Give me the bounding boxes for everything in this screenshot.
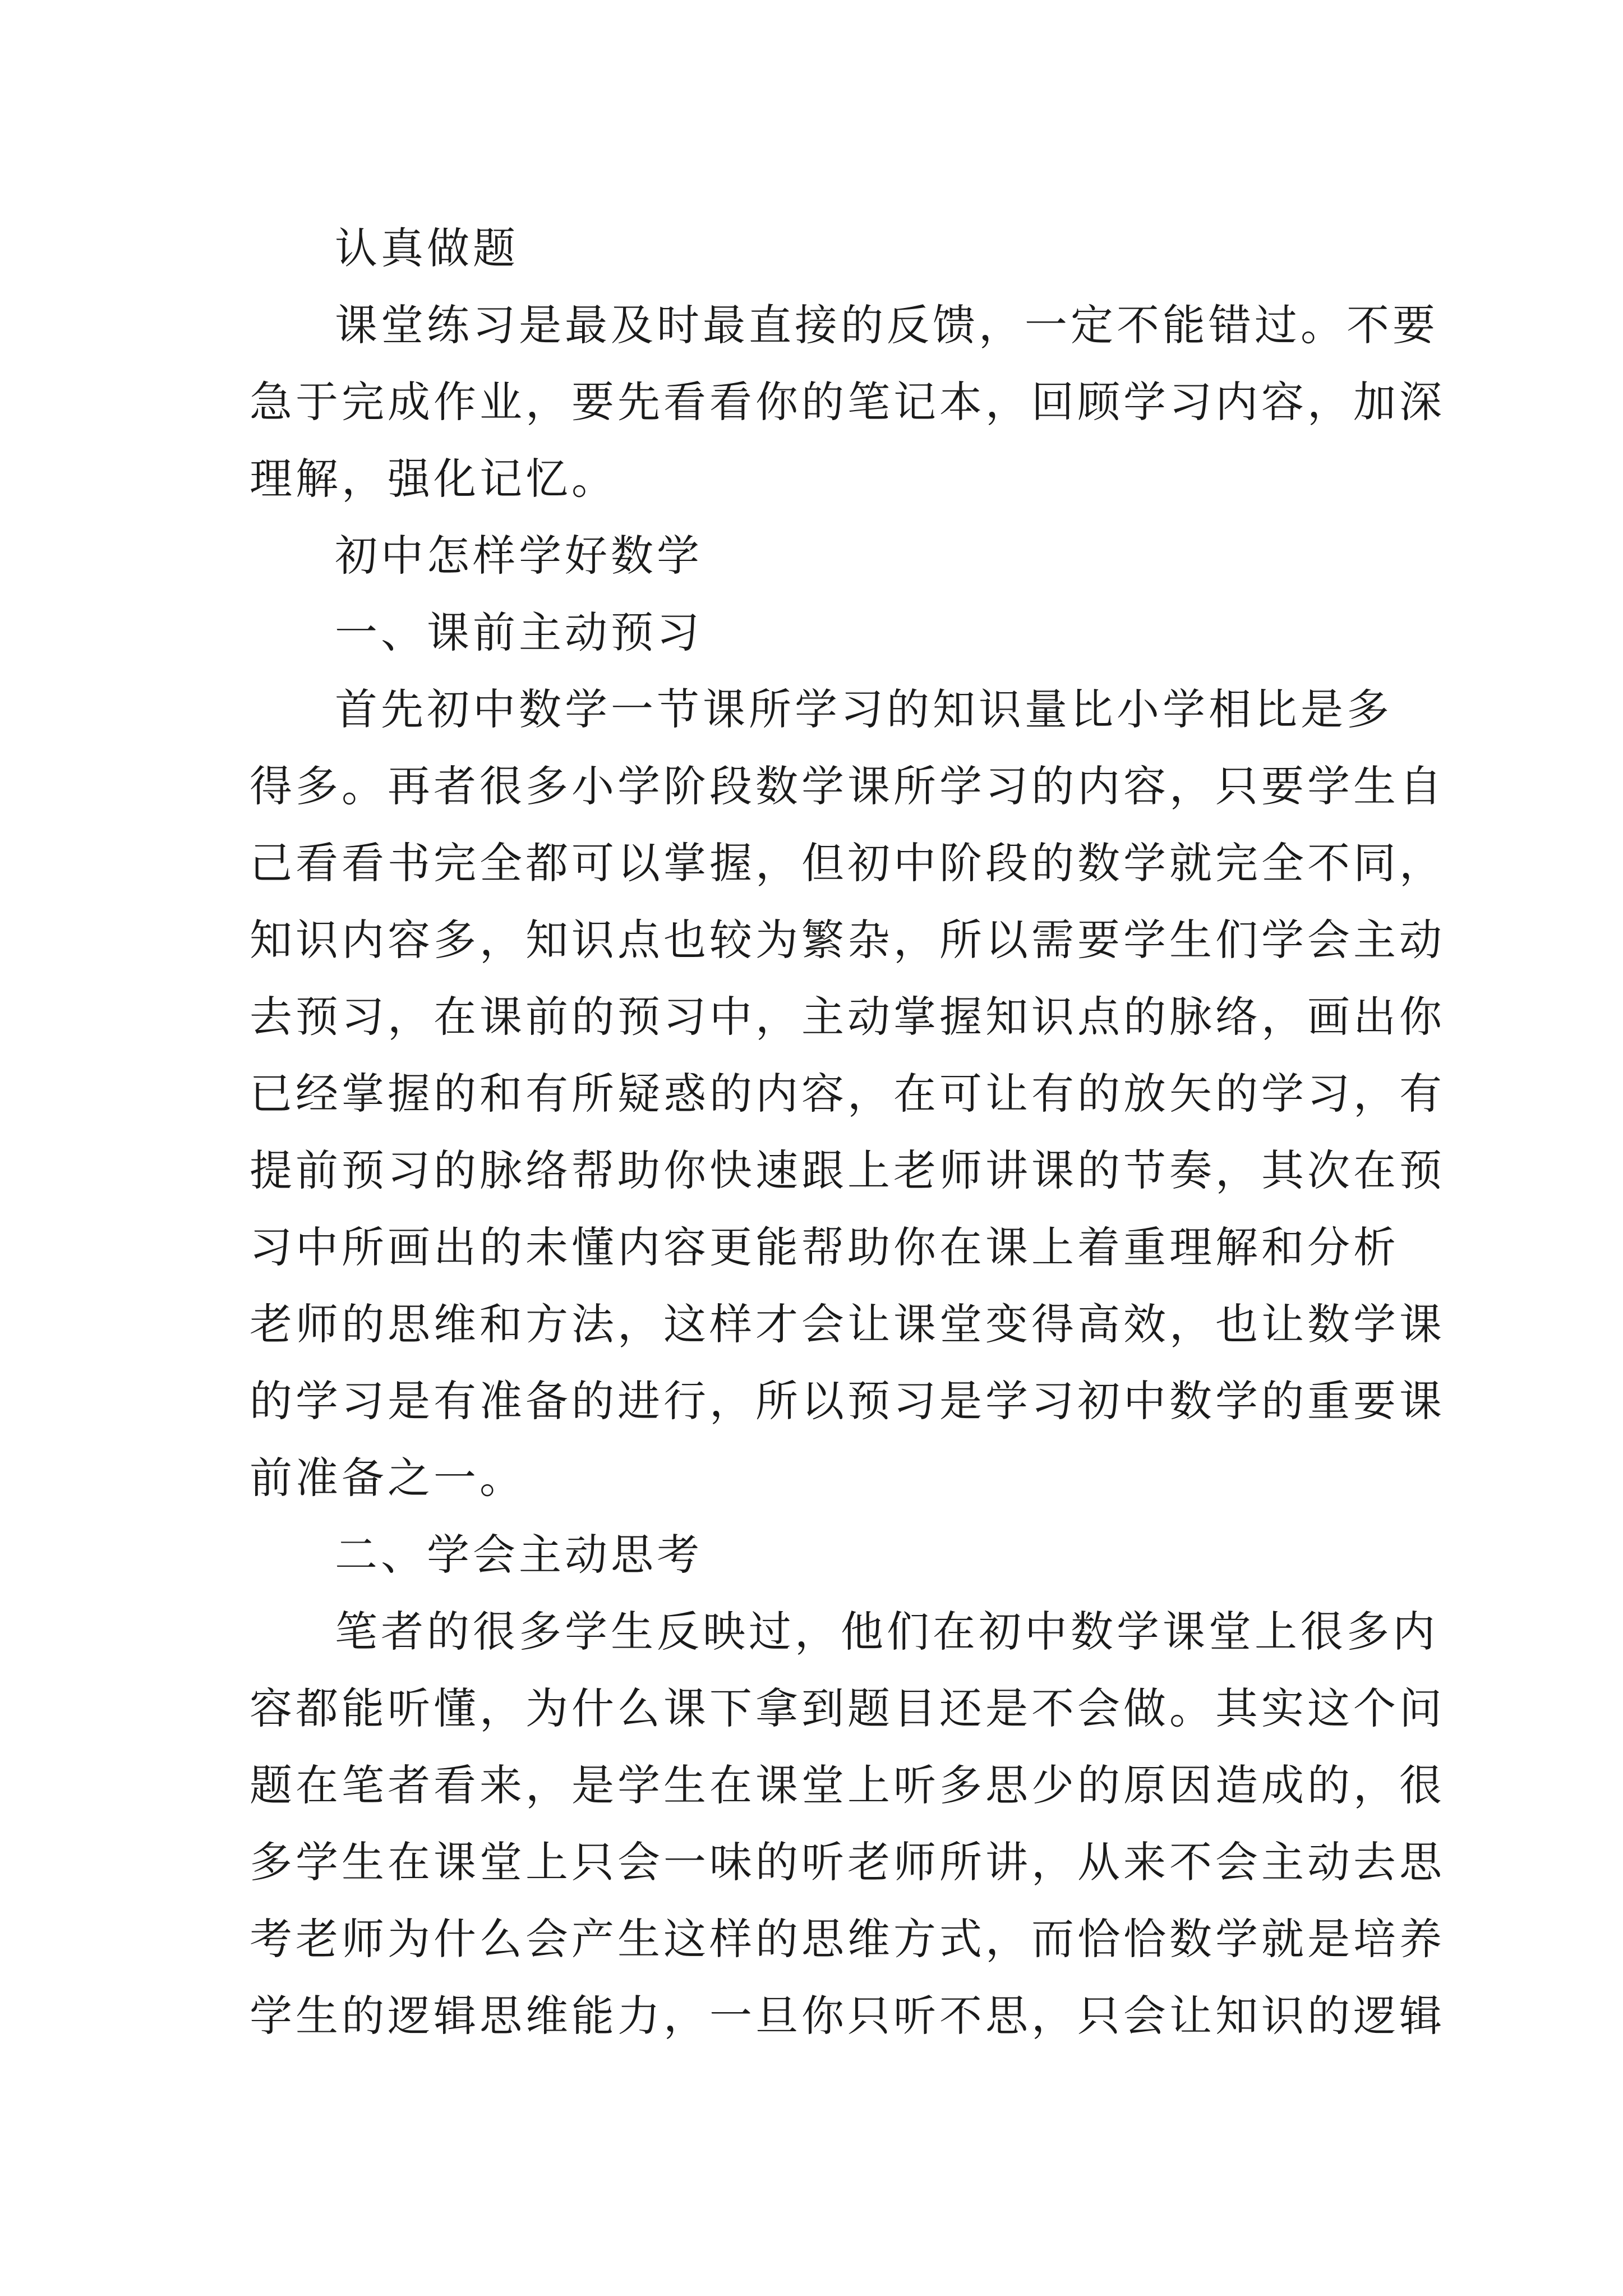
paragraph-line: 提前预习的脉络帮助你快速跟上老师讲课的节奏，其次在预 <box>250 1145 1445 1195</box>
paragraph-line: 老师的思维和方法，这样才会让课堂变得高效，也让数学课 <box>250 1299 1445 1349</box>
paragraph-line: 多学生在课堂上只会一味的听老师所讲，从来不会主动去思 <box>250 1837 1445 1887</box>
heading-how-to-learn-math: 初中怎样学好数学 <box>335 531 703 581</box>
paragraph-line: 题在笔者看来，是学生在课堂上听多思少的原因造成的，很 <box>250 1760 1445 1810</box>
paragraph <box>250 287 1445 517</box>
paragraph-line: 习中所画出的未懂内容更能帮助你在课上着重理解和分析 <box>250 1222 1399 1272</box>
paragraph <box>250 671 1445 1516</box>
paragraph-line: 去预习，在课前的预习中，主动掌握知识点的脉络，画出你 <box>250 992 1445 1042</box>
heading-renzhen-zuoti: 认真做题 <box>335 223 519 273</box>
paragraph-line: 理解，强化记忆。 <box>250 454 617 504</box>
paragraph-line: 的学习是有准备的进行，所以预习是学习初中数学的重要课 <box>250 1376 1445 1426</box>
paragraph-line: 首先初中数学一节课所学习的知识量比小学相比是多 <box>335 684 1393 734</box>
section-heading <box>250 517 1388 594</box>
paragraph <box>250 1593 1445 2054</box>
paragraph-line: 学生的逻辑思维能力，一旦你只听不思，只会让知识的逻辑 <box>250 1991 1445 2041</box>
section-heading <box>250 210 1388 287</box>
document-body <box>250 210 1445 2054</box>
heading-preview-before-class: 一、课前主动预习 <box>335 608 703 657</box>
section-heading <box>250 1516 1388 1593</box>
paragraph-line: 考老师为什么会产生这样的思维方式，而恰恰数学就是培养 <box>250 1914 1445 1964</box>
paragraph-line: 已经掌握的和有所疑惑的内容，在可让有的放矢的学习，有 <box>250 1069 1445 1119</box>
heading-active-thinking: 二、学会主动思考 <box>335 1530 703 1580</box>
paragraph-line: 课堂练习是最及时最直接的反馈，一定不能错过。不要 <box>335 300 1438 350</box>
paragraph-line: 容都能听懂，为什么课下拿到题目还是不会做。其实这个问 <box>250 1683 1445 1733</box>
paragraph-line: 得多。再者很多小学阶段数学课所学习的内容，只要学生自 <box>250 761 1445 811</box>
paragraph-line: 前准备之一。 <box>250 1453 525 1503</box>
paragraph-line: 知识内容多，知识点也较为繁杂，所以需要学生们学会主动 <box>250 915 1445 965</box>
section-heading <box>250 594 1388 671</box>
paragraph-line: 己看看书完全都可以掌握，但初中阶段的数学就完全不同， <box>250 838 1445 888</box>
paragraph-line: 急于完成作业，要先看看你的笔记本，回顾学习内容，加深 <box>250 377 1445 427</box>
paragraph-line: 笔者的很多学生反映过，他们在初中数学课堂上很多内 <box>335 1607 1438 1657</box>
